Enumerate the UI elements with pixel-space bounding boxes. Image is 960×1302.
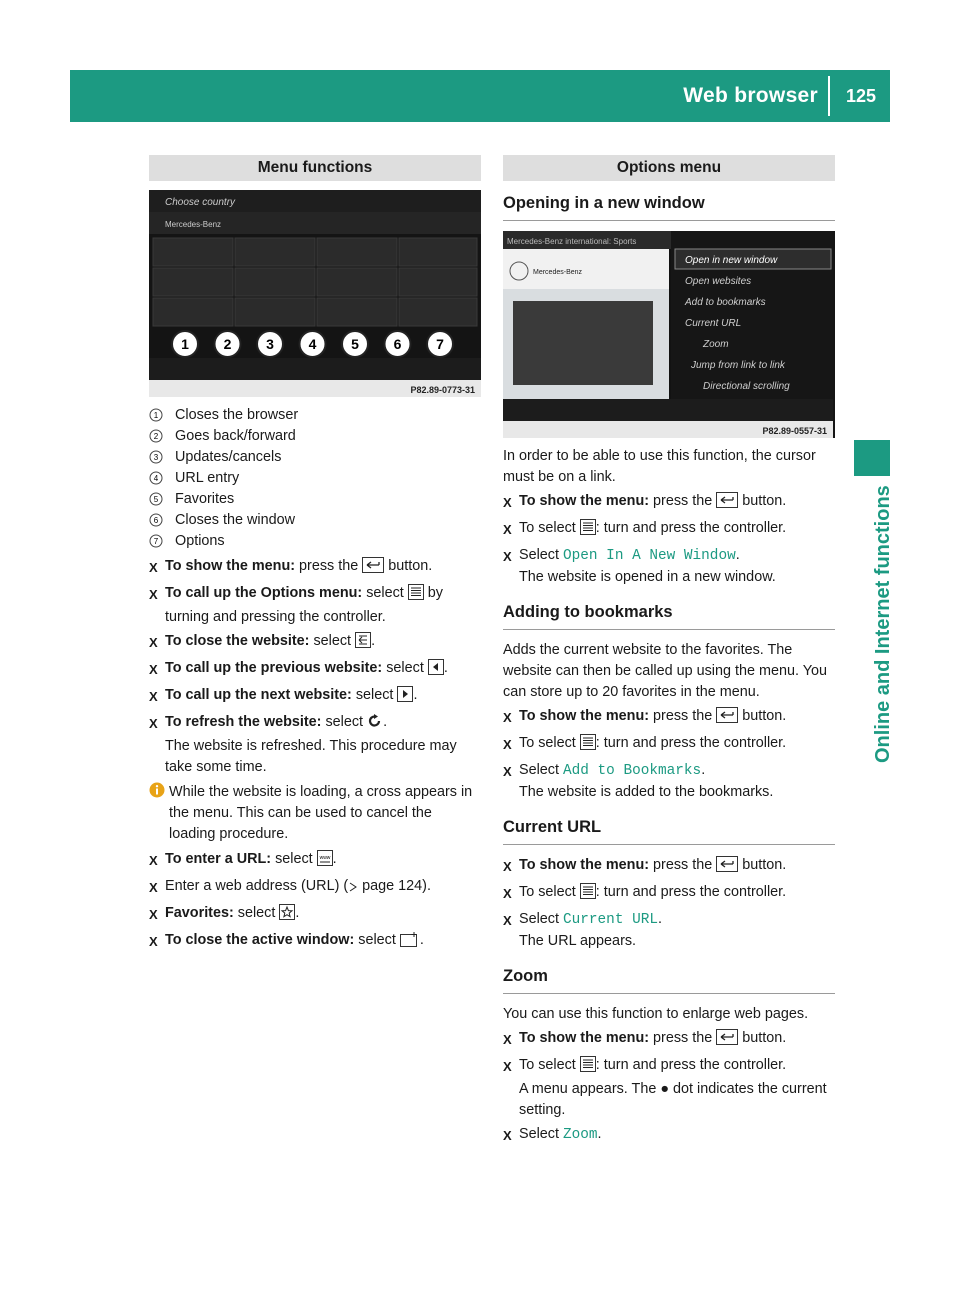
legend-text: Updates/cancels xyxy=(175,449,282,465)
menu-step xyxy=(149,556,481,580)
legend-item xyxy=(149,489,481,510)
step-text: button. xyxy=(738,1030,787,1046)
step-body xyxy=(519,518,835,542)
step-text: button. xyxy=(738,708,787,724)
options-menu-item: Zoom xyxy=(703,339,729,350)
side-tab xyxy=(854,440,890,476)
step-arrow-icon: X xyxy=(149,560,158,575)
menu2-step xyxy=(149,903,481,927)
step-result: The website is added to the bookmarks. xyxy=(519,784,774,800)
back-icon xyxy=(716,492,738,515)
menu-item-reference: Add to Bookmarks xyxy=(563,763,702,779)
url-step xyxy=(503,855,835,879)
step-body xyxy=(519,1028,835,1052)
next-icon xyxy=(397,686,413,709)
svg-text:2: 2 xyxy=(153,432,159,441)
browser-menu-image xyxy=(149,190,481,397)
step-arrow-icon: X xyxy=(149,716,158,731)
step-arrow-icon: X xyxy=(503,495,512,510)
legend-text: Options xyxy=(175,533,225,549)
svg-text:1: 1 xyxy=(153,411,159,420)
step-arrow-icon: X xyxy=(503,737,512,752)
info-note-text: While the website is loading, a cross appears in the menu. This can be used to cancel the loading procedure. xyxy=(169,784,473,842)
callout-number-icon xyxy=(149,531,175,552)
step-text: press the xyxy=(649,708,717,724)
svg-text:7: 7 xyxy=(153,537,159,546)
section-header-options-menu: Options menu xyxy=(503,155,835,181)
header-title: Web browser xyxy=(683,84,818,107)
step-label: To show the menu: xyxy=(519,1030,650,1046)
legend-item xyxy=(149,531,481,552)
step-text: Select xyxy=(519,762,563,778)
svg-text:5: 5 xyxy=(153,495,159,504)
menu2-step xyxy=(149,876,481,900)
step-text: Select xyxy=(519,911,563,927)
step-text: . xyxy=(371,633,376,649)
step-arrow-icon: X xyxy=(149,880,158,895)
close-website-icon xyxy=(355,632,371,655)
menu-icon xyxy=(580,1056,596,1079)
callout-marker-label: 3 xyxy=(266,336,274,352)
step-label: To call up the Options menu: xyxy=(165,585,363,601)
step-body xyxy=(519,760,835,803)
step-text: press the xyxy=(295,558,363,574)
step-text: select xyxy=(233,905,280,921)
side-chapter-label: Online and Internet functions xyxy=(872,485,894,763)
svg-text:6: 6 xyxy=(153,516,159,525)
back-icon xyxy=(362,557,384,580)
menu-item-reference: Zoom xyxy=(563,1127,598,1143)
zoom-step xyxy=(503,1028,835,1052)
callout-number-icon xyxy=(149,426,175,447)
menu-step xyxy=(149,658,481,682)
menu-step xyxy=(149,685,481,709)
step-body xyxy=(165,930,481,954)
svg-text:Mercedes-Benz: Mercedes-Benz xyxy=(533,269,583,276)
step-text: select xyxy=(362,585,408,601)
step-text: To select xyxy=(519,735,580,751)
step-arrow-icon: X xyxy=(503,1128,512,1143)
step-text: . xyxy=(295,905,300,921)
legend-text: Favorites xyxy=(175,491,235,507)
url-steps xyxy=(503,855,835,952)
legend-text: Closes the window xyxy=(175,512,295,528)
menu-icon xyxy=(580,883,596,906)
back-icon xyxy=(716,856,738,879)
open-intro: In order to be able to use this function, the cursor must be on a link. xyxy=(503,448,816,485)
step-text: select xyxy=(351,687,398,703)
back-icon xyxy=(716,707,738,730)
open-step xyxy=(503,545,835,588)
step-text: : turn and press the controller. xyxy=(595,520,787,536)
step-text: To select xyxy=(519,884,580,900)
options-menu-item: Jump from link to link xyxy=(691,360,785,371)
step-text: select xyxy=(321,714,368,730)
menu-step xyxy=(149,712,481,778)
menu-item-reference: Open In A New Window xyxy=(563,548,736,564)
callout-number-icon xyxy=(149,489,175,510)
bookmarks-intro: Adds the current website to the favorites. The website can then be called up using the menu. You can store up to 20 favorites in the menu. xyxy=(503,642,828,700)
zoom-steps xyxy=(503,1028,835,1146)
menu-step xyxy=(149,631,481,655)
step-body xyxy=(165,849,481,873)
step-text: select xyxy=(271,851,317,867)
step-text: press the xyxy=(649,493,717,509)
menu-icon xyxy=(580,519,596,542)
step-text: . xyxy=(735,547,740,563)
step-body xyxy=(519,855,835,879)
section-header-menu-functions: Menu functions xyxy=(149,155,481,181)
step-body xyxy=(519,1055,835,1121)
step-body xyxy=(165,712,481,778)
open-step xyxy=(503,518,835,542)
step-label: To refresh the website: xyxy=(165,714,322,730)
step-text: button. xyxy=(738,493,787,509)
step-label: To close the active window: xyxy=(165,932,355,948)
step-result: The website is opened in a new window. xyxy=(519,569,776,585)
step-arrow-icon: X xyxy=(503,1032,512,1047)
menu-icon xyxy=(408,584,424,607)
step-arrow-icon: X xyxy=(149,662,158,677)
svg-text:Mercedes-Benz: Mercedes-Benz xyxy=(165,220,222,229)
step-text: . xyxy=(419,932,424,948)
refresh-icon xyxy=(367,713,383,736)
step-arrow-icon: X xyxy=(503,764,512,779)
step-body xyxy=(519,733,835,757)
step-arrow-icon: X xyxy=(503,886,512,901)
legend-item xyxy=(149,510,481,531)
step-body xyxy=(519,491,835,515)
heading-current-url: Current URL xyxy=(503,817,835,845)
menu-item-reference: Current URL xyxy=(563,912,658,928)
callout-number-icon xyxy=(149,510,175,531)
step-text: Select xyxy=(519,547,563,563)
page-number: 125 xyxy=(845,86,876,106)
step-label: To show the menu: xyxy=(519,708,650,724)
right-column xyxy=(503,155,835,1149)
legend-item xyxy=(149,426,481,447)
step-label: To show the menu: xyxy=(519,493,650,509)
step-body xyxy=(165,583,481,628)
step-text: : turn and press the controller. xyxy=(595,884,787,900)
step-arrow-icon: X xyxy=(149,689,158,704)
step-result: The URL appears. xyxy=(519,933,637,949)
options-menu-item: Directional scrolling xyxy=(703,381,790,392)
step-body xyxy=(165,903,481,927)
step-result: The website is refreshed. This procedure may take some time. xyxy=(165,738,457,775)
options-menu-screenshot xyxy=(503,231,835,438)
step-result: A menu appears. The ● dot indicates the current setting. xyxy=(519,1081,827,1118)
step-arrow-icon: X xyxy=(503,522,512,537)
step-text: by turning and pressing the controller. xyxy=(165,585,443,625)
menu2-step xyxy=(149,849,481,873)
step-text: press the xyxy=(649,1030,717,1046)
step-text: . xyxy=(332,851,337,867)
svg-text:www: www xyxy=(319,855,331,861)
info-note xyxy=(149,782,481,845)
svg-text:4: 4 xyxy=(153,474,159,483)
step-text: select xyxy=(354,932,400,948)
step-body xyxy=(519,706,835,730)
step-text: Select xyxy=(519,1126,563,1142)
step-arrow-icon: X xyxy=(149,934,158,949)
step-arrow-icon: X xyxy=(503,549,512,564)
step-text: . xyxy=(413,687,418,703)
step-label: To show the menu: xyxy=(519,857,650,873)
step-label: To show the menu: xyxy=(165,558,296,574)
step-body xyxy=(165,685,481,709)
zoom-intro: You can use this function to enlarge web pages. xyxy=(503,1006,809,1022)
url-step xyxy=(503,909,835,952)
step-body xyxy=(165,658,481,682)
menu-icon xyxy=(580,734,596,757)
step-label: To close the website: xyxy=(165,633,310,649)
step-text: . xyxy=(597,1126,602,1142)
step-text: To select xyxy=(519,520,580,536)
page-ref-icon xyxy=(348,879,358,900)
bookmarks-step xyxy=(503,706,835,730)
open-step xyxy=(503,491,835,515)
step-arrow-icon: X xyxy=(149,907,158,922)
callout-number-icon xyxy=(149,405,175,426)
options-menu-item: Open websites xyxy=(685,276,752,287)
callout-marker-label: 6 xyxy=(393,336,402,352)
step-arrow-icon: X xyxy=(149,853,158,868)
callout-marker-label: 2 xyxy=(223,336,232,352)
callout-marker-label: 5 xyxy=(351,336,359,352)
step-body xyxy=(165,556,481,580)
options-menu-item: Current URL xyxy=(685,318,742,329)
instruction-list-2 xyxy=(149,849,481,954)
step-label: Favorites: xyxy=(165,905,234,921)
step-body xyxy=(165,631,481,655)
url-step xyxy=(503,882,835,906)
legend-text: Goes back/forward xyxy=(175,428,296,444)
step-text: . xyxy=(383,714,388,730)
svg-text:Choose country: Choose country xyxy=(165,197,236,208)
instruction-list-1 xyxy=(149,556,481,778)
step-arrow-icon: X xyxy=(149,587,158,602)
step-body xyxy=(519,545,835,588)
step-arrow-icon: X xyxy=(503,1059,512,1074)
svg-text:Mercedes-Benz international: S: Mercedes-Benz international: Sports xyxy=(507,237,637,246)
step-text: select xyxy=(382,660,428,676)
back-icon xyxy=(716,1029,738,1052)
open-steps xyxy=(503,491,835,588)
legend-text: Closes the browser xyxy=(175,407,299,423)
menu-step xyxy=(149,583,481,628)
step-text: To select xyxy=(519,1057,580,1073)
bookmarks-step xyxy=(503,760,835,803)
callout-marker-label: 7 xyxy=(436,336,444,352)
heading-zoom: Zoom xyxy=(503,966,835,994)
step-body xyxy=(519,1124,835,1146)
options-menu-item: Open in new window xyxy=(685,255,778,266)
legend-item xyxy=(149,447,481,468)
step-text: button. xyxy=(384,558,433,574)
legend-item xyxy=(149,405,481,426)
callout-number-icon xyxy=(149,447,175,468)
header-divider xyxy=(828,76,830,116)
step-arrow-icon: X xyxy=(503,859,512,874)
step-text: . xyxy=(701,762,706,778)
callout-legend xyxy=(149,405,481,552)
step-text: button. xyxy=(738,857,787,873)
callout-marker-label: 4 xyxy=(308,336,317,352)
step-text: : turn and press the controller. xyxy=(595,1057,787,1073)
callout-number-icon xyxy=(149,468,175,489)
heading-add-bookmarks: Adding to bookmarks xyxy=(503,602,835,630)
step-body xyxy=(519,909,835,952)
step-text: . xyxy=(658,911,662,927)
heading-open-new-window: Opening in a new window xyxy=(503,193,835,221)
step-label: To call up the previous website: xyxy=(165,660,383,676)
step-arrow-icon: X xyxy=(503,913,512,928)
bookmarks-steps xyxy=(503,706,835,803)
zoom-step xyxy=(503,1055,835,1121)
step-body xyxy=(519,882,835,906)
menu2-step xyxy=(149,930,481,954)
step-body xyxy=(165,876,481,900)
options-menu-image xyxy=(503,231,833,438)
step-text: press the xyxy=(649,857,717,873)
legend-text: URL entry xyxy=(175,470,240,486)
prev-icon xyxy=(428,659,444,682)
info-icon xyxy=(149,782,169,798)
zoom-step xyxy=(503,1124,835,1146)
callout-marker-label: 1 xyxy=(181,336,189,352)
browser-menu-screenshot xyxy=(149,190,481,397)
bookmarks-step xyxy=(503,733,835,757)
step-text: . xyxy=(443,660,448,676)
page-header xyxy=(70,70,890,122)
step-label: To call up the next website: xyxy=(165,687,352,703)
step-text: Enter a web address (URL) ( xyxy=(165,878,349,894)
step-text: : turn and press the controller. xyxy=(595,735,787,751)
left-column xyxy=(149,155,481,957)
step-arrow-icon: X xyxy=(149,635,158,650)
star-icon xyxy=(279,904,295,927)
svg-text:3: 3 xyxy=(153,453,159,462)
options-menu-item: Add to bookmarks xyxy=(685,297,766,308)
legend-item xyxy=(149,468,481,489)
www-icon xyxy=(317,850,333,873)
step-label: To enter a URL: xyxy=(165,851,272,867)
svg-text:P82.89-0557-31: P82.89-0557-31 xyxy=(762,426,827,436)
svg-text:P82.89-0773-31: P82.89-0773-31 xyxy=(410,385,475,395)
step-text: select xyxy=(309,633,356,649)
step-arrow-icon: X xyxy=(503,710,512,725)
step-text: page 124). xyxy=(358,878,431,894)
close-window-icon xyxy=(400,931,420,954)
